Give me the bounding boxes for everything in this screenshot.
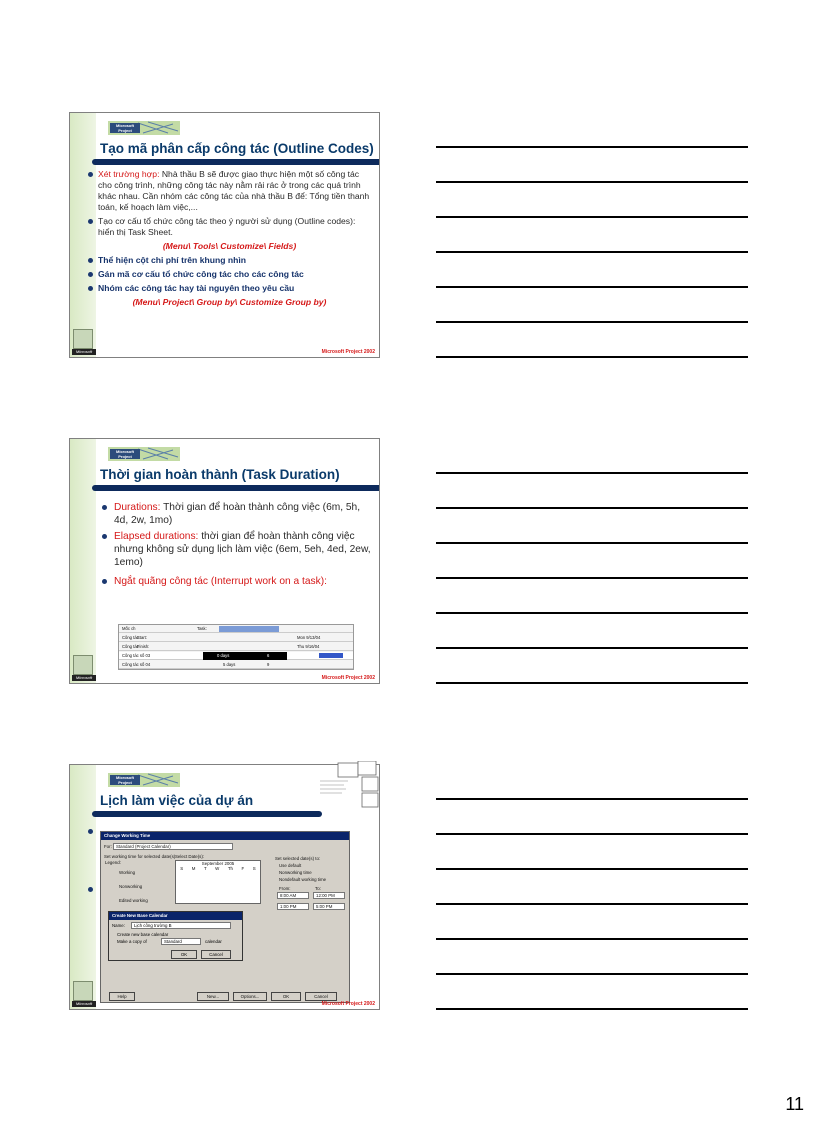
cancel-button[interactable]: Cancel xyxy=(305,992,337,1001)
list-item: Gán mã cơ cấu tổ chức công tác cho các công tác xyxy=(86,269,373,280)
list-item: Ngắt quãng công tác (Interrupt work on a task): xyxy=(100,575,373,588)
product-tag: Microsoft Project xyxy=(110,775,140,785)
calendar-select[interactable]: Standard (Project Calendar) xyxy=(113,843,233,850)
slide-1 xyxy=(69,112,380,358)
list-item: Elapsed durations: thời gian để hoàn thành công việc nhưng không sử dụng lịch làm việc (6em, 5eh, 4ed, 2ew, 1emo) xyxy=(100,530,373,569)
menu-path: (Menu\ Tools\ Customize\ Fields) xyxy=(162,241,297,251)
table-row: Công tác số 03 0 days 6 xyxy=(119,652,353,660)
title-underline xyxy=(92,485,380,491)
table-row: Công tác Finish: Thu 9/16/04 xyxy=(119,643,353,651)
slide-title: Tạo mã phân cấp công tác (Outline Codes) xyxy=(100,141,374,156)
bullet-dot xyxy=(88,829,93,834)
slide-2 xyxy=(69,438,380,684)
time-field[interactable]: 5:00 PM xyxy=(313,903,345,910)
list-item: Durations: Thời gian để hoàn thành công việc (6m, 5h, 4d, 2w, 1mo) xyxy=(100,501,373,527)
product-tag: Microsoft Project xyxy=(110,449,140,459)
table-row: Công tác Start: Mon 9/13/04 xyxy=(119,634,353,642)
time-field[interactable]: 8:00 AM xyxy=(277,892,309,899)
slide-content xyxy=(86,169,373,311)
radio-option[interactable]: Nonworking time xyxy=(279,870,312,875)
gantt-bar xyxy=(319,653,343,658)
table-row: Mốc ch Task: xyxy=(119,625,353,633)
slide-title: Thời gian hoàn thành (Task Duration) xyxy=(100,467,340,482)
gantt-bar xyxy=(219,626,279,632)
gantt-snippet xyxy=(118,624,354,670)
calendar-name-input[interactable]: Lịch công trường B xyxy=(131,922,231,929)
slide-footer: Microsoft Project 2002 xyxy=(321,1001,375,1007)
slide-footer: Microsoft Project 2002 xyxy=(321,675,375,681)
list-item: Xét trường hợp: Nhà thầu B sẽ được giao thực hiện một số công tác cho công trình, những công tác này nằm rải rác ở trong các quá trình khác nhau. Cần nhóm các công tác của nhà thầu B để: Tổng tiền thanh toán, kế hoạch làm việc,... xyxy=(86,169,373,213)
time-field[interactable]: 1:00 PM xyxy=(277,903,309,910)
list-item: Tạo cơ cấu tổ chức công tác theo ý người sử dụng (Outline codes): hiển thị Task Sheet. xyxy=(86,216,373,238)
menu-path: (Menu\ Project\ Group by\ Customize Group by) xyxy=(132,297,327,307)
title-underline xyxy=(92,811,322,817)
slide-title: Lịch làm việc của dự án xyxy=(100,793,254,808)
radio-option[interactable]: Nondefault working time xyxy=(279,877,327,882)
logo-icon xyxy=(73,655,93,675)
date-calendar[interactable]: September 2005 S M T W Th F S xyxy=(175,860,261,904)
time-field[interactable]: 12:00 PM xyxy=(313,892,345,899)
page-number: 11 xyxy=(785,1094,804,1114)
cancel-button[interactable]: Cancel xyxy=(201,950,231,959)
microsoft-logo: Microsoft xyxy=(72,1001,96,1007)
slide-sidebar xyxy=(70,439,96,683)
logo-icon xyxy=(73,329,93,349)
slide-footer: Microsoft Project 2002 xyxy=(321,349,375,355)
slide-content xyxy=(100,501,373,591)
logo-icon xyxy=(73,981,93,1001)
copy-select[interactable]: Standard xyxy=(161,938,201,945)
list-item: Thể hiện cột chi phí trên khung nhìn xyxy=(86,255,373,266)
product-tag: Microsoft Project xyxy=(110,123,140,133)
radio-option[interactable]: Create new base calendar xyxy=(117,932,169,937)
microsoft-logo: Microsoft xyxy=(72,349,96,355)
ok-button[interactable]: OK xyxy=(271,992,301,1001)
bullet-dot xyxy=(88,887,93,892)
microsoft-logo: Microsoft xyxy=(72,675,96,681)
list-item: Nhóm các công tác hay tài nguyên theo yêu cầu xyxy=(86,283,373,294)
radio-option[interactable]: Use default xyxy=(279,863,302,868)
create-base-calendar-dialog: Create New Base Calendar Name: Lịch công trường B Create new base calendar Make a copy of Standard calendar OK Cancel xyxy=(108,911,243,961)
change-working-time-dialog: Change Working Time For: Standard (Project Calendar) Set working time for selected date(s) Legend: Working Nonworking Edited working Select Date(s): September 2005 S M T W Th F S Set selected date(s) to: Use default Nonworking time Nondefault working time From: To: 8:00 AM 12:00 PM 1:00 PM 5:00 PM Help New... Options... OK Cancel xyxy=(100,831,350,1003)
ok-button[interactable]: OK xyxy=(171,950,197,959)
title-underline xyxy=(92,159,380,165)
options-button[interactable]: Options... xyxy=(233,992,267,1001)
dialog-title: Create New Base Calendar xyxy=(109,912,242,920)
new-button[interactable]: New... xyxy=(197,992,229,1001)
dialog-title: Change Working Time xyxy=(101,832,349,840)
table-row: Công tác số 04 5 days 9 xyxy=(119,661,353,669)
radio-option[interactable]: Make a copy of xyxy=(117,939,147,944)
help-button[interactable]: Help xyxy=(109,992,135,1001)
calendar-illustration-icon xyxy=(318,761,380,817)
